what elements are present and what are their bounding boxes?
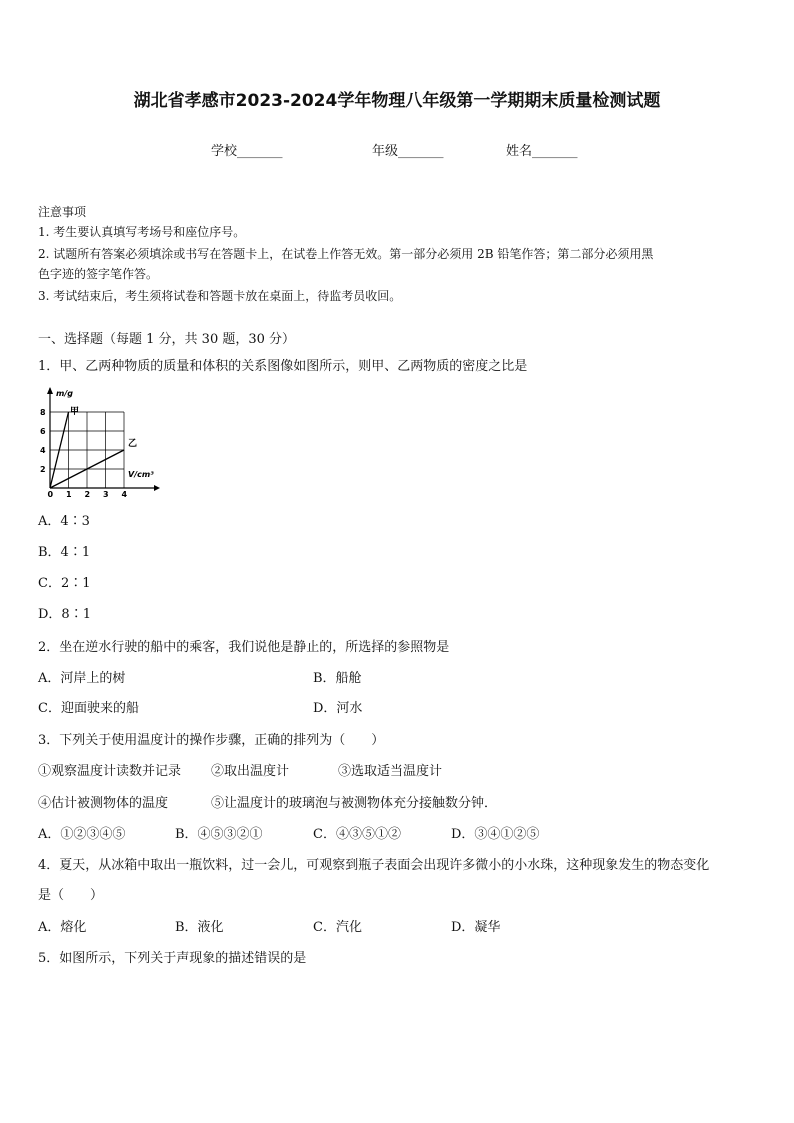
series-label-jia: 甲	[70, 407, 80, 417]
q4-option-c[interactable]: C．汽化	[313, 920, 362, 935]
q1-option-b[interactable]: B．4∶1	[38, 545, 91, 560]
y-tick-label: 4	[40, 446, 46, 455]
y-axis-label: m/g	[56, 389, 73, 398]
graph-grid	[50, 412, 124, 488]
notice-item: 2. 试题所有答案必须填涂或书写在答题卡上，在试卷上作答无效。第一部分必须用 2B 铅笔作答；第二部分必须用黑	[38, 247, 654, 261]
q1-option-c[interactable]: C．2∶1	[38, 576, 91, 591]
x-tick-label: 3	[103, 490, 109, 499]
question-3-stem: 3．下列关于使用温度计的操作步骤，正确的排列为（ ）	[38, 733, 385, 748]
x-tick-label: 4	[121, 490, 128, 499]
q4-option-a[interactable]: A．熔化	[38, 920, 87, 935]
q3-option-d[interactable]: D．③④①②⑤	[451, 827, 540, 842]
question-4-stem: 4．夏天，从冰箱中取出一瓶饮料，过一会儿，可观察到瓶子表面会出现许多微小的小水珠，这种现象发生的物态变化	[38, 858, 710, 873]
q2-option-b[interactable]: B．船舱	[313, 671, 362, 686]
x-axis-label: V/cm³	[128, 470, 154, 479]
q3-option-c[interactable]: C．④③⑤①②	[313, 827, 401, 842]
notice-item: 3. 考试结束后，考生须将试卷和答题卡放在桌面上，待监考员收回。	[38, 289, 402, 303]
notice-item: 1. 考生要认真填写考场号和座位序号。	[38, 225, 246, 239]
school-field: 学校_______	[211, 144, 283, 159]
q2-option-c[interactable]: C．迎面驶来的船	[38, 701, 139, 716]
q3-step-2: ②取出温度计	[211, 764, 290, 779]
q3-option-a[interactable]: A．①②③④⑤	[38, 827, 126, 842]
q1-option-a[interactable]: A．4∶3	[38, 514, 90, 529]
question-2-stem: 2．坐在逆水行驶的船中的乘客，我们说他是静止的，所选择的参照物是	[38, 640, 450, 655]
q2-option-a[interactable]: A．河岸上的树	[38, 671, 126, 686]
q2-option-d[interactable]: D．河水	[313, 701, 363, 716]
q3-step-1: ①观察温度计读数并记录	[38, 764, 182, 779]
x-tick-label: 0	[47, 490, 54, 499]
q3-step-3: ③选取适当温度计	[338, 764, 443, 779]
y-tick-label: 2	[40, 465, 46, 474]
q3-step-4: ④估计被测物体的温度	[38, 796, 169, 811]
mass-volume-graph	[36, 384, 166, 499]
question-5-stem: 5．如图所示，下列关于声现象的描述错误的是	[38, 951, 307, 966]
notice-heading: 注意事项	[38, 205, 87, 219]
q1-option-d[interactable]: D．8∶1	[38, 607, 91, 622]
x-tick-label: 1	[66, 490, 72, 499]
page-title: 湖北省孝感市2023-2024学年物理八年级第一学期期末质量检测试题	[133, 91, 661, 111]
q4-option-d[interactable]: D．凝华	[451, 920, 501, 935]
grade-field: 年级_______	[372, 144, 444, 159]
y-axis-arrow-icon	[47, 387, 53, 394]
x-tick-label: 2	[84, 490, 91, 499]
q4-option-b[interactable]: B．液化	[175, 920, 224, 935]
question-1-stem: 1．甲、乙两种物质的质量和体积的关系图像如图所示，则甲、乙两物质的密度之比是	[38, 359, 528, 374]
question-4-stem-cont: 是（ ）	[38, 888, 104, 903]
x-axis-arrow-icon	[154, 485, 160, 491]
notice-item: 色字迹的签字笔作答。	[38, 267, 159, 281]
y-tick-label: 8	[40, 408, 46, 417]
section-heading: 一、选择题（每题 1 分，共 30 题，30 分）	[38, 332, 296, 347]
graph-ticks	[40, 408, 128, 499]
q3-step-5: ⑤让温度计的玻璃泡与被测物体充分接触数分钟．	[211, 796, 498, 811]
y-tick-label: 6	[40, 427, 46, 436]
name-field: 姓名_______	[506, 144, 578, 159]
series-label-yi: 乙	[128, 439, 138, 449]
q3-option-b[interactable]: B．④⑤③②①	[175, 827, 263, 842]
